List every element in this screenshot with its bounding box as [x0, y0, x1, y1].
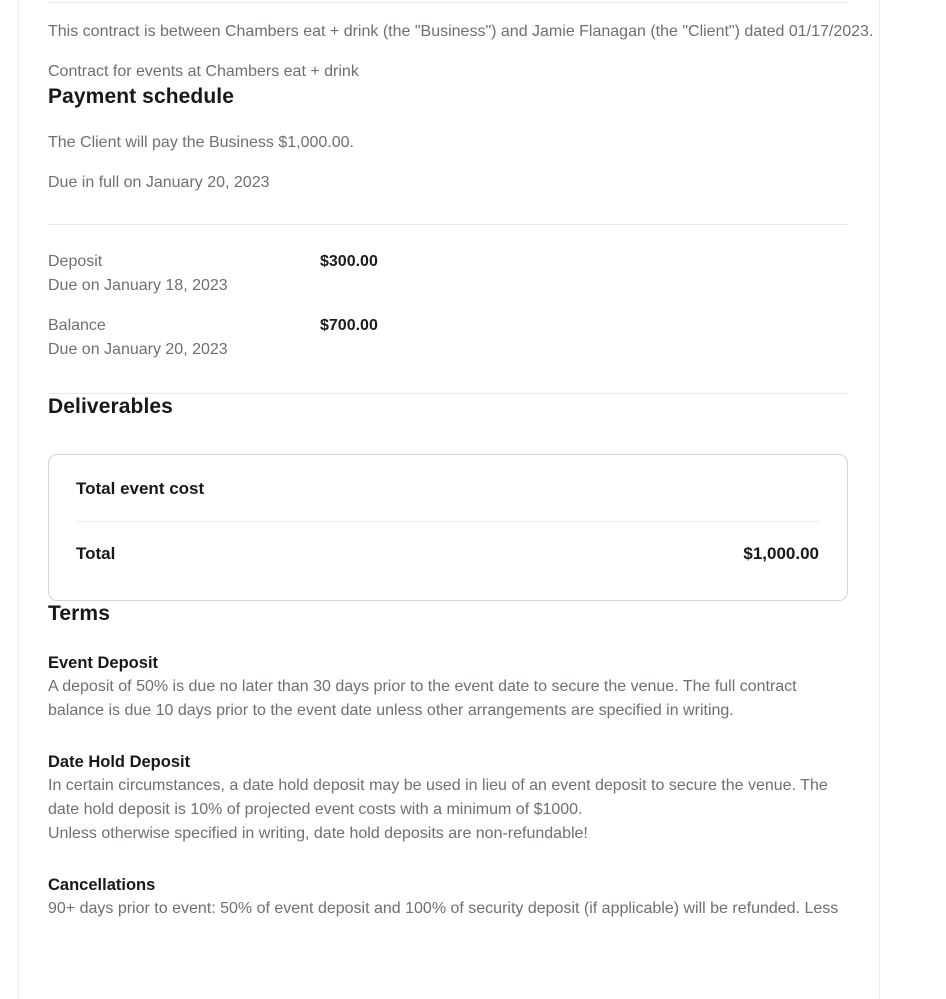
card-title: Total event cost	[76, 479, 205, 498]
payment-item-due-date: Due on January 18, 2023	[48, 277, 228, 294]
contract-content	[19, 2, 879, 961]
term-paragraph: Unless otherwise specified in writing, date hold deposits are non-refundable!	[48, 825, 588, 842]
term-section-cancellations	[48, 873, 848, 921]
deliverables-title: Deliverables	[48, 395, 173, 418]
term-heading: Cancellations	[48, 876, 156, 894]
total-event-cost-card	[48, 454, 848, 601]
term-paragraph: A deposit of 50% is due no later than 30 days prior to the event date to secure the venue. The full contract balance is due 10 days prior to the event date unless other arrangements are specified in writing.	[48, 678, 797, 719]
term-paragraph: 90+ days prior to event: 50% of event deposit and 100% of security deposit (if applicable) will be refunded. Less	[48, 900, 839, 917]
payment-item-label: Deposit	[48, 253, 103, 270]
card-divider	[76, 521, 819, 522]
terms-title: Terms	[48, 602, 110, 625]
top-section-divider	[48, 2, 848, 3]
term-heading: Event Deposit	[48, 654, 159, 672]
payment-summary: The Client will pay the Business $1,000.00.	[48, 134, 354, 151]
total-label: Total	[76, 544, 116, 563]
payment-item-amount: $700.00	[320, 317, 378, 334]
payment-row-deposit	[48, 250, 848, 298]
term-section-event-deposit	[48, 651, 848, 723]
payment-item-amount: $300.00	[320, 253, 378, 270]
contract-description-line: Contract for events at Chambers eat + drink	[48, 63, 359, 80]
payment-due-note: Due in full on January 20, 2023	[48, 174, 270, 191]
payment-schedule-title: Payment schedule	[48, 85, 235, 108]
total-amount: $1,000.00	[743, 544, 819, 563]
term-section-date-hold-deposit	[48, 750, 848, 846]
payment-item-due-date: Due on January 20, 2023	[48, 341, 228, 358]
contract-parties-line: This contract is between Chambers eat + drink (the "Business") and Jamie Flanagan (the "Client") dated 01/17/2023.	[48, 23, 874, 40]
term-paragraph: In certain circumstances, a date hold deposit may be used in lieu of an event deposit to secure the venue. The date hold deposit is 10% of projected event costs with a minimum of $1000.	[48, 777, 828, 818]
card-total-row	[76, 542, 819, 566]
term-heading: Date Hold Deposit	[48, 753, 191, 771]
contract-document-page	[18, 0, 880, 999]
payment-items-list	[48, 250, 848, 362]
payment-item-label: Balance	[48, 317, 106, 334]
payment-divider	[48, 224, 848, 225]
payment-row-balance	[48, 314, 848, 362]
